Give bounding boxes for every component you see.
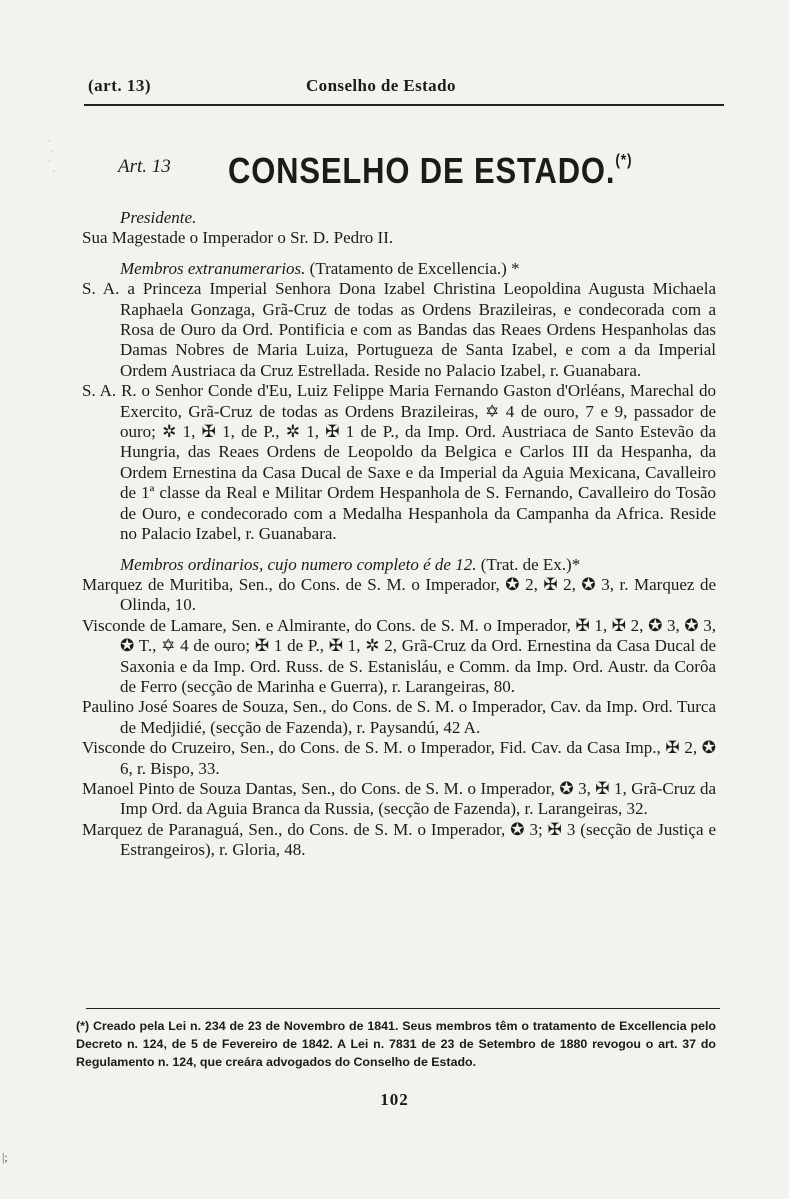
list-item: Marquez de Muritiba, Sen., do Cons. de S. M. o Imperador, ✪ 2, ✠ 2, ✪ 3, r. Marquez de Olinda, 10. — [82, 574, 716, 615]
extranumerarios-heading — [82, 259, 716, 279]
extranumerarios-heading-text: Membros extranumerarios. — [120, 258, 306, 278]
spacer — [82, 545, 716, 555]
running-head-title: Conselho de Estado — [306, 76, 456, 95]
list-item: Manoel Pinto de Souza Dantas, Sen., do Cons. de S. M. o Imperador, ✪ 3, ✠ 1, Grã-Cruz da Imp Ord. da Aguia Branca da Russia, (secção de Fazenda), r. Larangeiras, 32. — [82, 778, 716, 819]
ordinarios-heading-text: Membros ordinarios, cujo numero completo é de 12. — [120, 554, 477, 574]
list-item: Paulino José Soares de Souza, Sen., do Cons. de S. M. o Imperador, Cav. da Imp. Ord. Turca de Medjidié, (secção de Fazenda), r. Paysandú, 42 A. — [82, 697, 716, 737]
list-item: Visconde de Lamare, Sen. e Almirante, do Cons. de S. M. o Imperador, ✠ 1, ✠ 2, ✪ 3, ✪ 3, ✪ T., ✡ 4 de ouro; ✠ 1 de P., ✠ 1, ✲ 2, Grã-Cruz da Ord. Ernestina da Casa Ducal de Saxonia e da Imp. Ord. Russ. de S. Estanisláu, e Comm. da Imp. Ord. Austr. da Corôa de Ferro (secção de Marinha e Guerra), r. Larangeiras, 80. — [82, 615, 716, 696]
extranumerarios-note: (Tratamento de Excellencia.) * — [305, 258, 520, 278]
footnote-marker: (*) — [615, 152, 633, 169]
list-item: Marquez de Paranaguá, Sen., do Cons. de S. M. o Imperador, ✪ 3; ✠ 3 (secção de Justiça e Estrangeiros), r. Gloria, 48. — [82, 819, 716, 860]
page-number: 102 — [380, 1090, 409, 1109]
list-item: Visconde do Cruzeiro, Sen., do Cons. de S. M. o Imperador, Fid. Cav. da Casa Imp., ✠ 2, ✪ 6, r. Bispo, 33. — [82, 738, 716, 778]
presidente-heading: Presidente. — [120, 208, 197, 227]
header-rule — [84, 104, 724, 106]
scan-specks-decoration: · · · · — [48, 136, 56, 176]
running-head — [88, 76, 722, 102]
spacer — [82, 249, 716, 259]
running-head-article: (art. 13) — [88, 76, 152, 95]
footnote-rule — [86, 1008, 720, 1009]
ordinarios-heading — [82, 555, 716, 575]
presidente-entry: Sua Magestade o Imperador o Sr. D. Pedro II. — [82, 228, 394, 248]
page-title — [228, 150, 632, 192]
list-item: S. A. a Princeza Imperial Senhora Dona Izabel Christina Leopoldina Augusta Michaela Raphaela Gonzaga, Grã-Cruz de todas as Ordens Brazileiras, e condecorada com a Rosa de Ouro da Ord. Pontificia e com as Bandas das Reaes Ordens Hespanholas das Damas Nobres de Maria Luiza, Portugueza de Santa Izabel, e com a da Imperial Ordem Austriaca da Cruz Estrellada. Reside no Palacio Izabel, r. Guanabara. — [82, 279, 716, 380]
ordinarios-note: (Trat. de Ex.)* — [476, 554, 581, 574]
article-number: Art. 13 — [118, 156, 171, 177]
page-title-text: CONSELHO DE ESTADO. — [228, 150, 616, 191]
list-item: S. A. R. o Senhor Conde d'Eu, Luiz Felippe Maria Fernando Gaston d'Orléans, Marechal do Exercito, Grã-Cruz de todas as Ordens Brazileiras, ✡ 4 de ouro, 7 e 9, passador de ouro; ✲ 1, ✠ 1, de P., ✲ 1, ✠ 1 de P., da Imp. Ord. Austriaca de Santo Estevão da Hungria, das Reaes Ordens de Leopoldo da Belgica e Carlos III da Hespanha, da Ordem Ernestina da Casa Ducal de Saxe e da Imperial da Aguia Mexicana, Cavalleiro de 1ª classe da Real e Militar Ordem Hespanhola de S. Fernando, Cavalleiro do Tosão de Ouro, e condecorado com a Medalha Hespanhola da Campanha da Africa. Reside no Palacio Izabel, r. Guanabara. — [82, 381, 716, 544]
edge-mark: |; — [2, 1150, 8, 1164]
body-text — [82, 208, 716, 861]
section-title — [118, 150, 718, 202]
footnote-text: (*) Creado pela Lei n. 234 de 23 de Novembro de 1841. Seus membros têm o tratamento de Excellencia pelo Decreto n. 124, de 5 de Fevereiro de 1842. A Lei n. 7831 de 23 de Setembro de 1880 revogou o art. 37 do Regulamento n. 124, que creára advogados do Conselho de Estado. — [76, 1019, 716, 1069]
footnote — [76, 1017, 716, 1071]
